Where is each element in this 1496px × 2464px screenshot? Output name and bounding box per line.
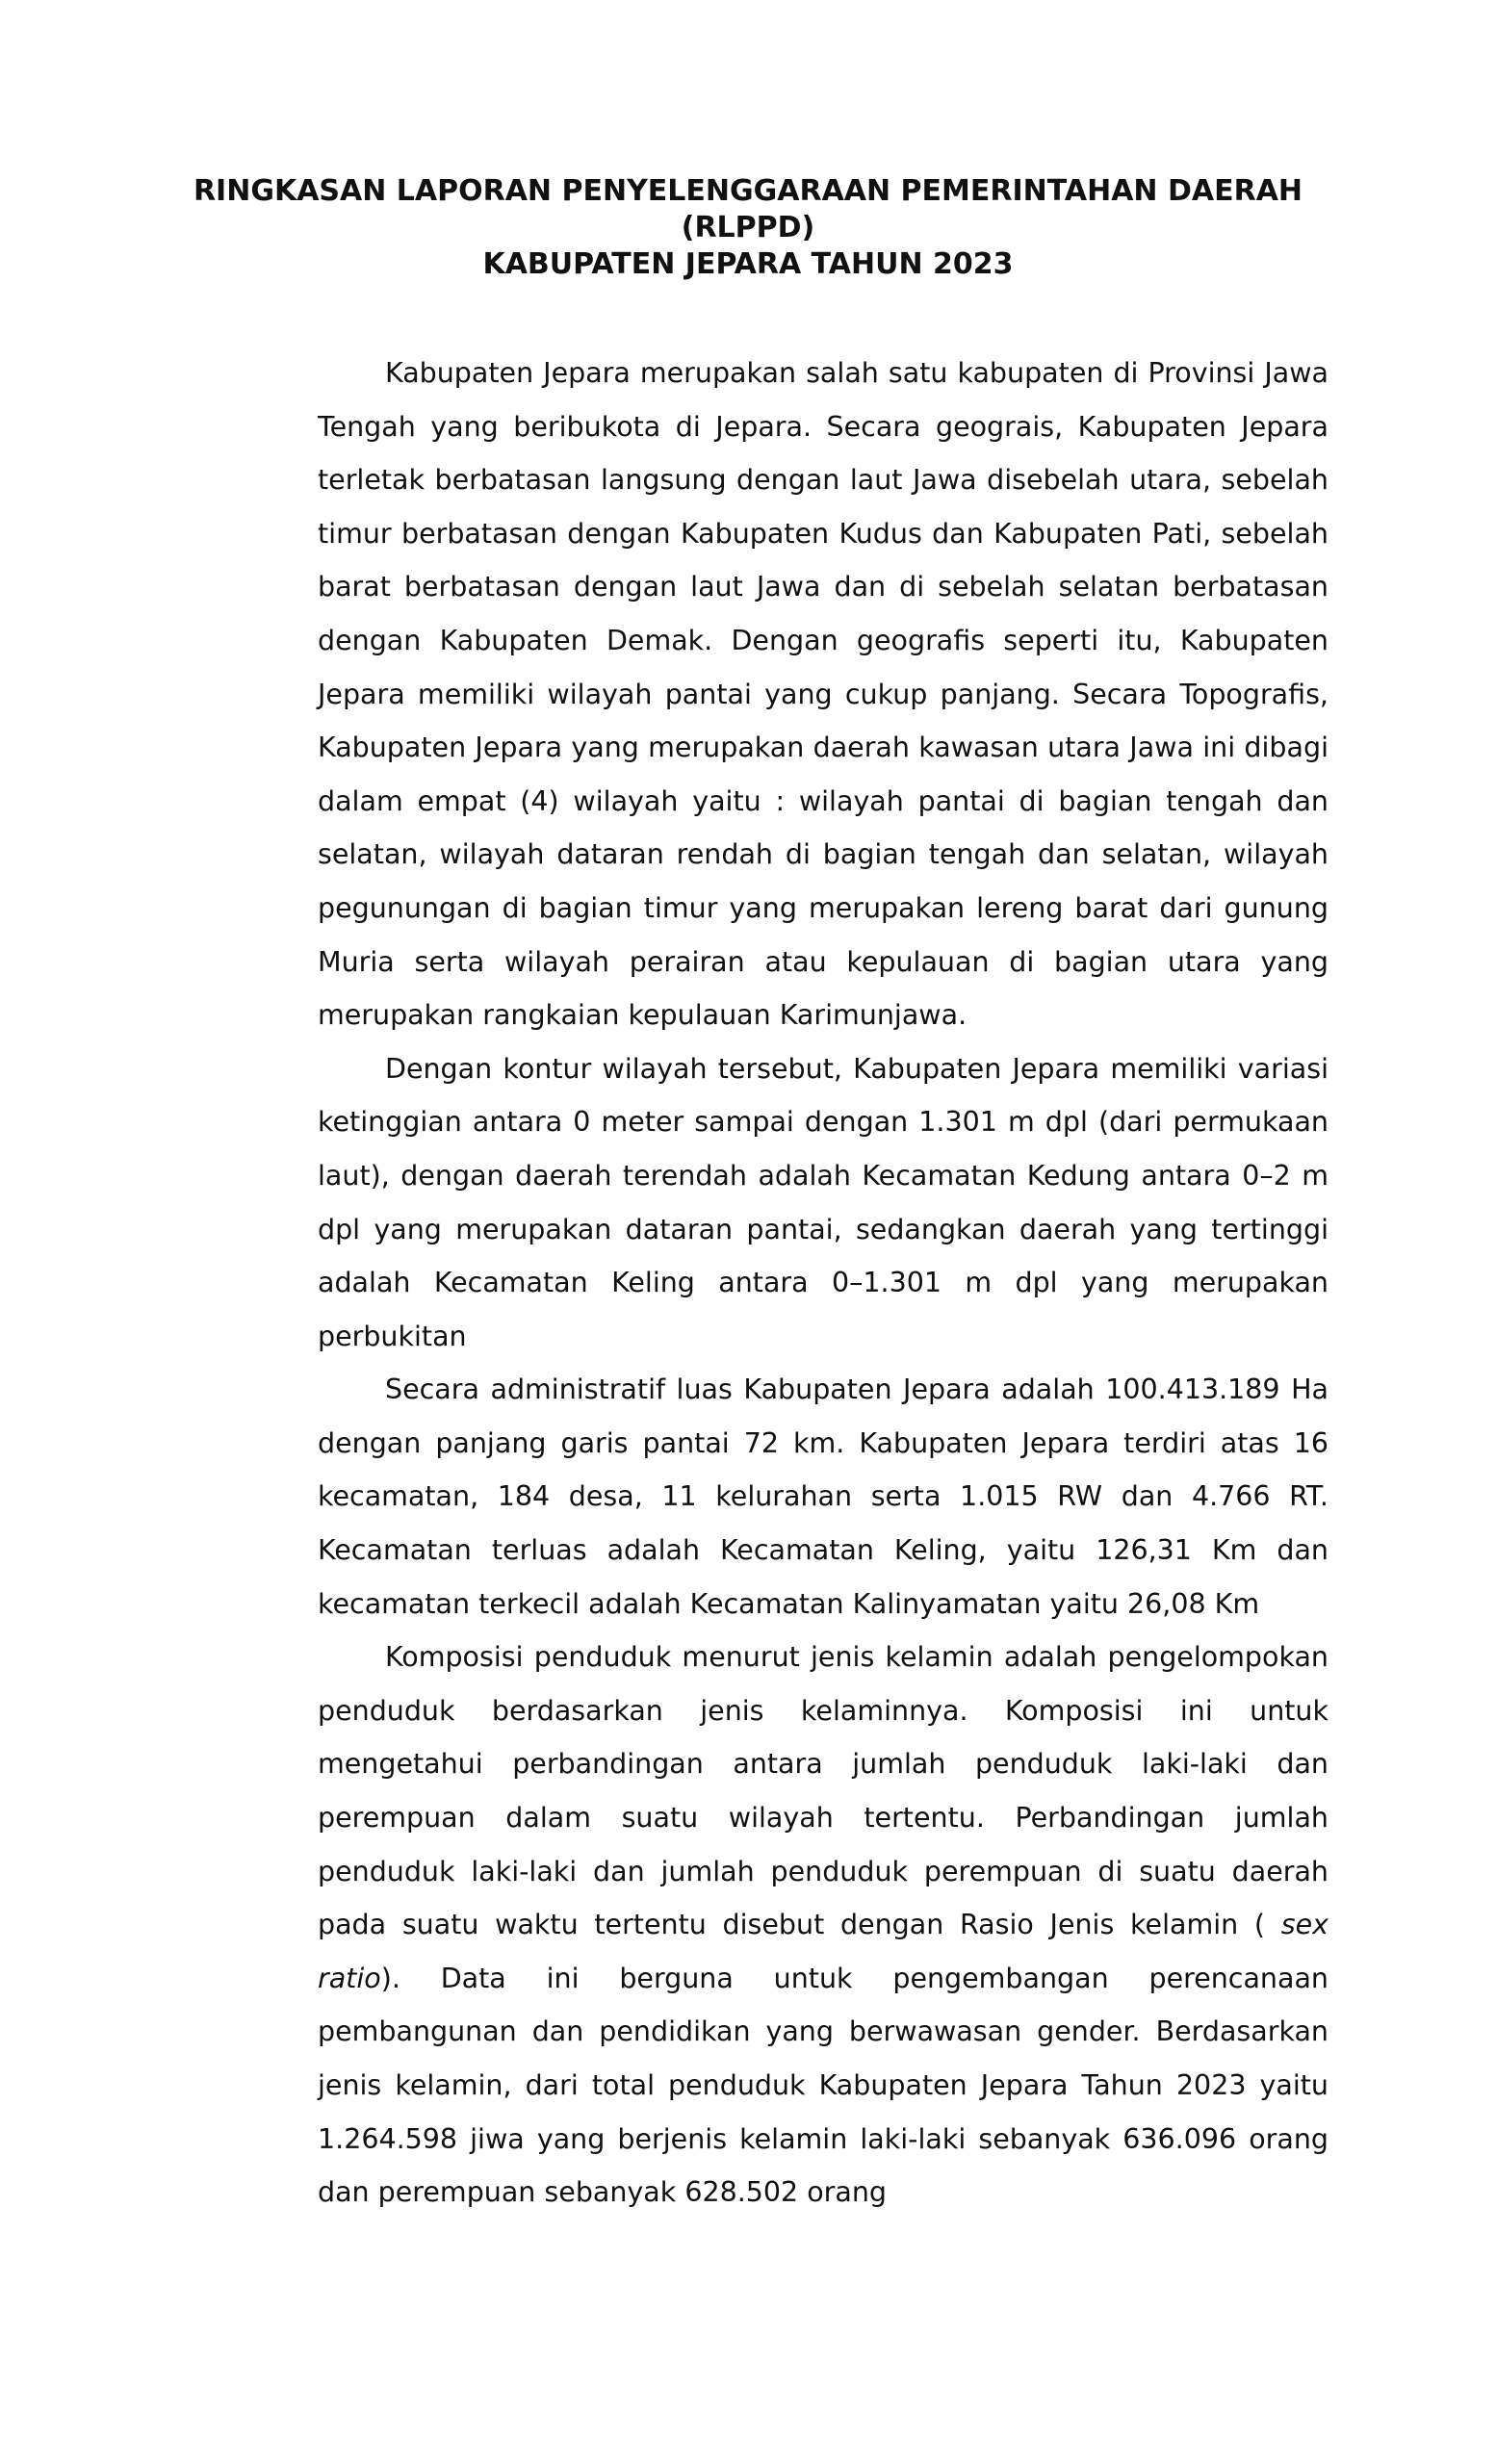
document-body xyxy=(318,346,1328,2220)
title-line-2: (RLPPD) xyxy=(681,211,815,244)
title-line-1: RINGKASAN LAPORAN PENYELENGGARAAN PEMERINTAHAN DAERAH xyxy=(193,174,1303,208)
title-line-3: KABUPATEN JEPARA TAHUN 2023 xyxy=(482,247,1014,281)
paragraph-administration: Secara administratif luas Kabupaten Jepara adalah 100.413.189 Ha dengan panjang garis pantai 72 km. Kabupaten Jepara terdiri atas 16 kecamatan, 184 desa, 11 kelurahan serta 1.015 RW dan 4.766 RT. Kecamatan terluas adalah Kecamatan Keling, yaitu 126,31 Km dan kecamatan terkecil adalah Kecamatan Kalinyamatan yaitu 26,08 Km xyxy=(318,1373,1328,1620)
paragraph-geography: Kabupaten Jepara merupakan salah satu kabupaten di Provinsi Jawa Tengah yang beribukota di Jepara. Secara geograis, Kabupaten Jepara terletak berbatasan langsung dengan laut Jawa disebelah utara, sebelah timur berbatasan dengan Kabupaten Kudus dan Kabupaten Pati, sebelah barat berbatasan dengan laut Jawa dan di sebelah selatan berbatasan dengan Kabupaten Demak. Dengan geografis seperti itu, Kabupaten Jepara memiliki wilayah pantai yang cukup panjang. Secara Topografis, Kabupaten Jepara yang merupakan daerah kawasan utara Jawa ini dibagi dalam empat (4) wilayah yaitu : wilayah pantai di bagian tengah dan selatan, wilayah dataran rendah di bagian tengah dan selatan, wilayah pegunungan di bagian timur yang merupakan lereng barat dari gunung Muria serta wilayah perairan atau kepulauan di bagian utara yang merupakan rangkaian kepulauan Karimunjawa. xyxy=(318,357,1328,1032)
sex-ratio-term: sex ratio xyxy=(318,1909,1328,1994)
paragraph-topography: Dengan kontur wilayah tersebut, Kabupaten Jepara memiliki variasi ketinggian antara 0 meter sampai dengan 1.301 m dpl (dari permukaan laut), dengan daerah terendah adalah Kecamatan Kedung antara 0–2 m dpl yang merupakan dataran pantai, sedangkan daerah yang tertinggi adalah Kecamatan Keling antara 0–1.301 m dpl yang merupakan perbukitan xyxy=(318,1052,1328,1352)
paragraph-population xyxy=(318,1630,1328,2220)
population-text-before: Komposisi penduduk menurut jenis kelamin adalah pengelompokan penduduk berdasarkan jenis kelaminnya. Komposisi ini untuk mengetahui perbandingan antara jumlah penduduk laki-laki dan perempuan dalam suatu wilayah tertentu. Perbandingan jumlah penduduk laki-laki dan jumlah penduduk perempuan di suatu daerah pada suatu waktu tertentu disebut dengan Rasio Jenis kelamin ( xyxy=(318,1641,1328,1941)
population-text-after: ). Data ini berguna untuk pengembangan perencanaan pembangunan dan pendidikan yang berwawasan gender. Berdasarkan jenis kelamin, dari total penduduk Kabupaten Jepara Tahun 2023 yaitu 1.264.598 jiwa yang berjenis kelamin laki-laki sebanyak 636.096 orang dan perempuan sebanyak 628.502 orang xyxy=(318,1962,1328,2209)
document-title xyxy=(0,173,1496,283)
